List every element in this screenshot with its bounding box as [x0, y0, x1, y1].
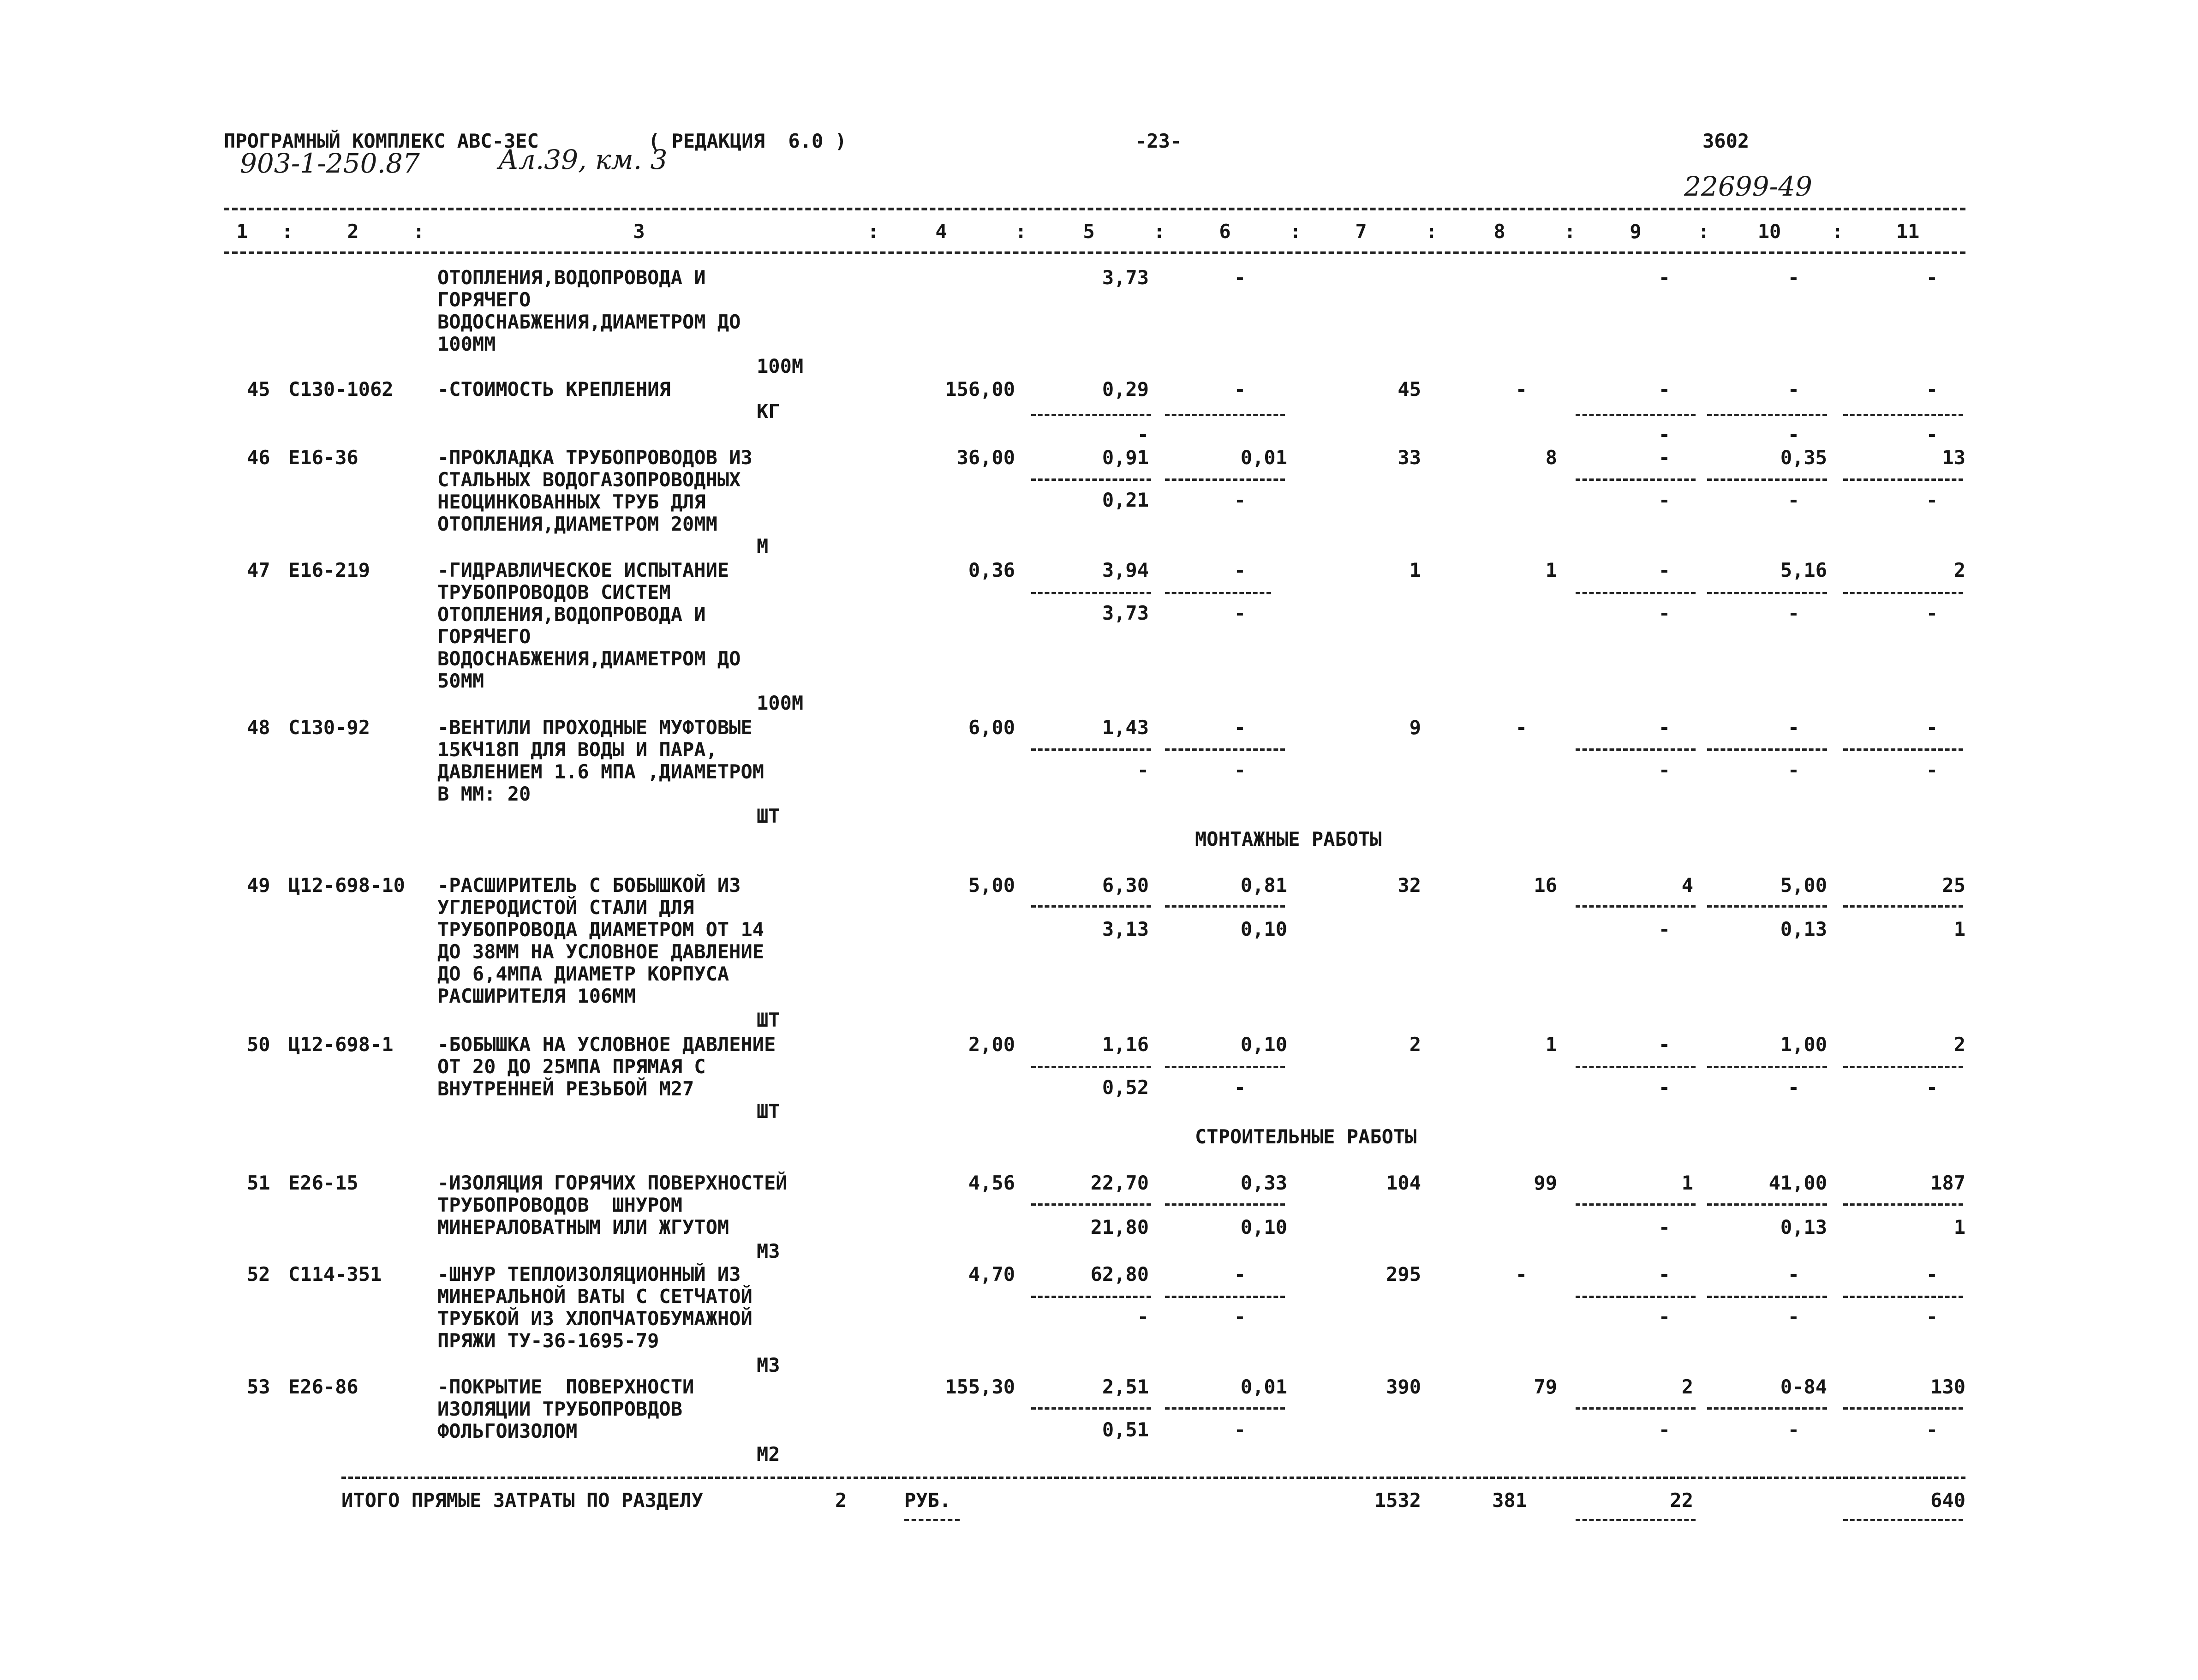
rate-code: Е26-86: [288, 1375, 358, 1398]
col-header-8: 8: [1493, 220, 1505, 243]
rate-code: Ц12-698-1: [288, 1033, 394, 1056]
cell-col8: 8: [1545, 446, 1557, 469]
cell-col5-lower: 0,21: [1102, 489, 1149, 511]
edition-label: ( РЕДАКЦИЯ 6.0 ): [648, 130, 847, 152]
split-rule: [1843, 1203, 1963, 1206]
row-number: 53: [247, 1375, 270, 1398]
col-header-3: 3: [633, 220, 645, 243]
item-description: ОТОПЛЕНИЯ,ВОДОПРОВОДА И ГОРЯЧЕГО ВОДОСНАБЖЕНИЯ,ДИАМЕТРОМ ДО 100ММ: [437, 266, 741, 355]
cell-col11: -: [1926, 716, 1938, 739]
cell-col5-lower: -: [1137, 759, 1149, 781]
col-header-1: 1: [236, 220, 248, 243]
split-rule: [1165, 1203, 1285, 1206]
cell-col9-lower: -: [1658, 602, 1670, 624]
cell-col10: 1,00: [1780, 1033, 1827, 1056]
totals-col8: 381: [1492, 1489, 1527, 1512]
col-header-6: 6: [1219, 220, 1231, 243]
cell-col4: 36,00: [956, 446, 1015, 469]
split-rule: [1576, 1203, 1696, 1206]
totals-top-rule: [341, 1477, 1965, 1479]
item-unit: КГ: [757, 400, 780, 423]
split-rule: [1843, 905, 1963, 908]
split-rule: [1576, 905, 1696, 908]
cell-col5: 1,16: [1102, 1033, 1149, 1056]
cell-col10-lower: 0,13: [1780, 918, 1827, 940]
cell-col10: 0-84: [1780, 1375, 1827, 1398]
cell-col10-lower: -: [1787, 489, 1799, 511]
item-description: -СТОИМОСТЬ КРЕПЛЕНИЯ: [437, 378, 671, 401]
cell-col9: 2: [1681, 1375, 1693, 1398]
cell-col5: 3,73: [1102, 266, 1149, 289]
split-rule: [1707, 592, 1827, 594]
cell-col5: 62,80: [1090, 1263, 1149, 1285]
cell-col9-lower: -: [1658, 1216, 1670, 1238]
split-rule: [1707, 1407, 1827, 1410]
cell-col6-lower: -: [1234, 759, 1246, 781]
cell-col11: 13: [1942, 446, 1965, 469]
split-rule: [1576, 1407, 1696, 1410]
cell-col7: 2: [1409, 1033, 1421, 1056]
cell-col5-lower: -: [1137, 1305, 1149, 1328]
split-rule: [1031, 748, 1151, 751]
cell-col10-lower: -: [1787, 759, 1799, 781]
col-header-9: 9: [1630, 220, 1642, 243]
cell-col11: -: [1926, 266, 1938, 289]
split-rule: [1031, 1066, 1151, 1068]
item-unit: 100М: [757, 355, 804, 377]
cell-col10-lower: -: [1787, 1076, 1799, 1099]
cell-col7: 390: [1386, 1375, 1421, 1398]
cell-col6-lower: -: [1234, 489, 1246, 511]
split-rule: [1843, 1066, 1963, 1068]
item-unit: М: [757, 535, 769, 557]
split-rule: [1576, 592, 1696, 594]
split-rule: [1843, 414, 1963, 416]
cell-col7: 33: [1398, 446, 1421, 469]
cell-col7: 104: [1386, 1172, 1421, 1194]
cell-col11: -: [1926, 378, 1938, 401]
cell-col7: 32: [1398, 874, 1421, 897]
split-rule: [1576, 1066, 1696, 1068]
col-header-5: 5: [1083, 220, 1095, 243]
cell-col10: -: [1787, 266, 1799, 289]
split-rule: [1165, 478, 1285, 481]
totals-label: ИТОГО ПРЯМЫЕ ЗАТРАТЫ ПО РАЗДЕЛУ: [341, 1489, 703, 1512]
totals-col11: 640: [1930, 1489, 1965, 1512]
col-header-11: 11: [1896, 220, 1920, 243]
cell-col4: 156,00: [945, 378, 1015, 401]
handwritten-sheet-ref: Ал.39, км. 3: [498, 144, 668, 175]
cell-col6: -: [1234, 716, 1246, 739]
cell-col4: 6,00: [968, 716, 1015, 739]
split-rule: [1031, 1296, 1151, 1298]
rate-code: Ц12-698-10: [288, 874, 405, 897]
col-separator: :: [867, 220, 879, 243]
program-title: ПРОГРАМНЫЙ КОМПЛЕКС АВС-ЗЕС: [224, 130, 539, 152]
split-rule: [1165, 905, 1285, 908]
col-separator: :: [1832, 220, 1844, 243]
cell-col9: 1: [1681, 1172, 1693, 1194]
cell-col10: 5,00: [1780, 874, 1827, 897]
cell-col9-lower: -: [1658, 423, 1670, 446]
cell-col10: -: [1787, 1263, 1799, 1285]
cell-col10: -: [1787, 378, 1799, 401]
cell-col9-lower: -: [1658, 1418, 1670, 1441]
cell-col10: 5,16: [1780, 559, 1827, 581]
item-description: -ВЕНТИЛИ ПРОХОДНЫЕ МУФТОВЫЕ 15КЧ18П ДЛЯ ВОДЫ И ПАРА, ДАВЛЕНИЕМ 1.6 МПА ,ДИАМЕТРОМ В ММ: 20: [437, 716, 765, 805]
cell-col11-lower: -: [1926, 1305, 1938, 1328]
col-separator: :: [1564, 220, 1576, 243]
cell-col8: 1: [1545, 559, 1557, 581]
split-rule: [1707, 1296, 1827, 1298]
cell-col9-lower: -: [1658, 1076, 1670, 1099]
cell-col6-lower: -: [1234, 1305, 1246, 1328]
cell-col4: 4,70: [968, 1263, 1015, 1285]
split-rule: [1707, 748, 1827, 751]
cell-col5-lower: -: [1137, 423, 1149, 446]
currency-underline: [904, 1519, 960, 1521]
item-description: -ИЗОЛЯЦИЯ ГОРЯЧИХ ПОВЕРХНОСТЕЙ ТРУБОПРОВОДОВ ШНУРОМ МИНЕРАЛОВАТНЫМ ИЛИ ЖГУТОМ: [437, 1172, 788, 1238]
cell-col5: 0,91: [1102, 446, 1149, 469]
cell-col5: 3,94: [1102, 559, 1149, 581]
split-rule: [1843, 1296, 1963, 1298]
cell-col9: -: [1658, 716, 1670, 739]
cell-col11-lower: -: [1926, 759, 1938, 781]
header-top-rule: [224, 208, 1965, 210]
item-unit: М3: [757, 1240, 780, 1262]
cell-col9: -: [1658, 266, 1670, 289]
split-rule: [1165, 1296, 1285, 1298]
rate-code: С130-1062: [288, 378, 394, 401]
split-rule: [1031, 1407, 1151, 1410]
cell-col10-lower: 0,13: [1780, 1216, 1827, 1238]
cell-col7: 1: [1409, 559, 1421, 581]
cell-col8: 1: [1545, 1033, 1557, 1056]
split-rule: [1031, 478, 1151, 481]
cell-col6: -: [1234, 559, 1246, 581]
split-rule: [1031, 905, 1151, 908]
split-rule: [1707, 905, 1827, 908]
cell-col10-lower: -: [1787, 602, 1799, 624]
totals-col7: 1532: [1374, 1489, 1421, 1512]
row-number: 46: [247, 446, 270, 469]
cell-col8: -: [1515, 716, 1527, 739]
cell-col7: 45: [1398, 378, 1421, 401]
split-rule: [1576, 478, 1696, 481]
split-rule: [1707, 478, 1827, 481]
cell-col11-lower: -: [1926, 1076, 1938, 1099]
cell-col6: -: [1234, 378, 1246, 401]
item-description: -РАСШИРИТЕЛЬ С БОБЫШКОЙ ИЗ УГЛЕРОДИСТОЙ СТАЛИ ДЛЯ ТРУБОПРОВОДА ДИАМЕТРОМ ОТ 14 ДО 38ММ НА УСЛОВНОЕ ДАВЛЕНИЕ ДО 6,4МПА ДИАМЕТР КОРПУСА РАСШИРИТЕЛЯ 106ММ: [437, 874, 765, 1007]
cell-col9: -: [1658, 378, 1670, 401]
cell-col8: 79: [1534, 1375, 1557, 1398]
rate-code: Е16-36: [288, 446, 358, 469]
cell-col10: -: [1787, 716, 1799, 739]
item-description: -ПРОКЛАДКА ТРУБОПРОВОДОВ ИЗ СТАЛЬНЫХ ВОДОГАЗОПРОВОДНЫХ НЕОЦИНКОВАННЫХ ТРУБ ДЛЯ ОТОПЛЕНИЯ,ДИАМЕТРОМ 20ММ: [437, 446, 753, 535]
cell-col5: 1,43: [1102, 716, 1149, 739]
rate-code: С130-92: [288, 716, 370, 739]
cell-col7: 295: [1386, 1263, 1421, 1285]
split-rule: [1576, 748, 1696, 751]
col-separator: :: [1153, 220, 1165, 243]
cell-col6-lower: -: [1234, 1076, 1246, 1099]
item-unit: ШТ: [757, 1009, 780, 1031]
cell-col6-lower: 0,10: [1240, 918, 1287, 940]
col-header-10: 10: [1757, 220, 1781, 243]
split-rule: [1576, 1296, 1696, 1298]
split-rule: [1165, 592, 1271, 594]
cell-col5: 6,30: [1102, 874, 1149, 897]
cell-col5-lower: 3,13: [1102, 918, 1149, 940]
section-heading: СТРОИТЕЛЬНЫЕ РАБОТЫ: [1195, 1125, 1417, 1148]
handwritten-project-code: 903-1-250.87: [240, 148, 420, 179]
cell-col11: -: [1926, 1263, 1938, 1285]
split-rule: [1843, 1519, 1963, 1521]
totals-currency: РУБ.: [904, 1489, 951, 1512]
cell-col6-lower: -: [1234, 602, 1246, 624]
split-rule: [1707, 1066, 1827, 1068]
row-number: 50: [247, 1033, 270, 1056]
totals-col9: 22: [1670, 1489, 1693, 1512]
cell-col9: -: [1658, 1263, 1670, 1285]
col-header-2: 2: [347, 220, 359, 243]
item-unit: М2: [757, 1443, 780, 1465]
cell-col11: 187: [1930, 1172, 1965, 1194]
cell-col4: 0,36: [968, 559, 1015, 581]
cell-col9-lower: -: [1658, 1305, 1670, 1328]
split-rule: [1165, 414, 1285, 416]
col-header-7: 7: [1355, 220, 1367, 243]
col-separator: :: [413, 220, 425, 243]
cell-col5: 0,29: [1102, 378, 1149, 401]
item-unit: М3: [757, 1354, 780, 1376]
header-bottom-rule: [224, 251, 1965, 254]
cell-col6: 0,01: [1240, 1375, 1287, 1398]
cell-col11: 2: [1953, 1033, 1965, 1056]
col-separators: :: [281, 220, 293, 243]
document-number: 3602: [1702, 130, 1750, 152]
col-separator: :: [1015, 220, 1027, 243]
cell-col5: 2,51: [1102, 1375, 1149, 1398]
split-rule: [1165, 748, 1285, 751]
cell-col9: -: [1658, 446, 1670, 469]
split-rule: [1031, 592, 1151, 594]
cell-col5: 22,70: [1090, 1172, 1149, 1194]
cell-col9: 4: [1681, 874, 1693, 897]
cell-col9-lower: -: [1658, 759, 1670, 781]
split-rule: [1031, 1203, 1151, 1206]
split-rule: [1165, 1066, 1285, 1068]
cell-col10-lower: -: [1787, 1305, 1799, 1328]
cell-col6: -: [1234, 266, 1246, 289]
item-unit: ШТ: [757, 1100, 780, 1123]
cell-col10: 41,00: [1768, 1172, 1827, 1194]
item-unit: ШТ: [757, 805, 780, 827]
col-header-4: 4: [935, 220, 947, 243]
cell-col6: 0,81: [1240, 874, 1287, 897]
cell-col11: 25: [1942, 874, 1965, 897]
cell-col5-lower: 3,73: [1102, 602, 1149, 624]
item-description: -ШНУР ТЕПЛОИЗОЛЯЦИОННЫЙ ИЗ МИНЕРАЛЬНОЙ ВАТЫ С СЕТЧАТОЙ ТРУБКОЙ ИЗ ХЛОПЧАТОБУМАЖНОЙ ПРЯЖИ ТУ-36-1695-79: [437, 1263, 753, 1352]
cell-col8: -: [1515, 378, 1527, 401]
item-unit: 100М: [757, 692, 804, 714]
cell-col6-lower: 0,10: [1240, 1216, 1287, 1238]
cell-col9: -: [1658, 559, 1670, 581]
split-rule: [1843, 748, 1963, 751]
rate-code: С114-351: [288, 1263, 382, 1285]
split-rule: [1707, 1203, 1827, 1206]
split-rule: [1843, 592, 1963, 594]
split-rule: [1165, 1407, 1285, 1410]
section-heading: МОНТАЖНЫЕ РАБОТЫ: [1195, 828, 1382, 850]
cell-col9-lower: -: [1658, 489, 1670, 511]
row-number: 52: [247, 1263, 270, 1285]
cell-col4: 4,56: [968, 1172, 1015, 1194]
row-number: 49: [247, 874, 270, 897]
cell-col10-lower: -: [1787, 1418, 1799, 1441]
row-number: 48: [247, 716, 270, 739]
row-number: 51: [247, 1172, 270, 1194]
cell-col11: 130: [1930, 1375, 1965, 1398]
split-rule: [1576, 1519, 1696, 1521]
cell-col4: 5,00: [968, 874, 1015, 897]
rate-code: Е16-219: [288, 559, 370, 581]
cell-col8: 16: [1534, 874, 1557, 897]
split-rule: [1031, 414, 1151, 416]
row-number: 47: [247, 559, 270, 581]
cell-col6: 0,10: [1240, 1033, 1287, 1056]
cell-col10-lower: -: [1787, 423, 1799, 446]
cell-col11-lower: 1: [1953, 1216, 1965, 1238]
cell-col4: 2,00: [968, 1033, 1015, 1056]
item-description: -ПОКРЫТИЕ ПОВЕРХНОСТИ ИЗОЛЯЦИИ ТРУБОПРОВДОВ ФОЛЬГОИЗОЛОМ: [437, 1375, 694, 1442]
cell-col5-lower: 0,51: [1102, 1418, 1149, 1441]
cell-col11-lower: -: [1926, 489, 1938, 511]
cell-col11-lower: -: [1926, 423, 1938, 446]
cell-col9-lower: -: [1658, 918, 1670, 940]
cell-col10: 0,35: [1780, 446, 1827, 469]
cell-col6: 0,01: [1240, 446, 1287, 469]
col-separator: :: [1698, 220, 1710, 243]
handwritten-inventory-number: 22699-49: [1684, 171, 1812, 202]
cell-col11: 2: [1953, 559, 1965, 581]
cell-col8: 99: [1534, 1172, 1557, 1194]
cell-col5-lower: 0,52: [1102, 1076, 1149, 1099]
split-rule: [1576, 414, 1696, 416]
split-rule: [1707, 414, 1827, 416]
totals-section-number: 2: [835, 1489, 847, 1512]
cell-col7: 9: [1409, 716, 1421, 739]
cell-col5-lower: 21,80: [1090, 1216, 1149, 1238]
page-number: -23-: [1135, 130, 1182, 152]
cell-col6: -: [1234, 1263, 1246, 1285]
item-description: -БОБЫШКА НА УСЛОВНОЕ ДАВЛЕНИЕ ОТ 20 ДО 25МПА ПРЯМАЯ С ВНУТРЕННЕЙ РЕЗЬБОЙ М27: [437, 1033, 776, 1100]
col-separator: :: [1426, 220, 1438, 243]
cell-col6: 0,33: [1240, 1172, 1287, 1194]
split-rule: [1843, 1407, 1963, 1410]
cell-col11-lower: -: [1926, 1418, 1938, 1441]
cell-col4: 155,30: [945, 1375, 1015, 1398]
cell-col9: -: [1658, 1033, 1670, 1056]
item-description: -ГИДРАВЛИЧЕСКОЕ ИСПЫТАНИЕ ТРУБОПРОВОДОВ СИСТЕМ ОТОПЛЕНИЯ,ВОДОПРОВОДА И ГОРЯЧЕГО ВОДОСНАБЖЕНИЯ,ДИАМЕТРОМ ДО 50ММ: [437, 559, 741, 692]
cell-col8: -: [1515, 1263, 1527, 1285]
cell-col11-lower: -: [1926, 602, 1938, 624]
col-separator: :: [1290, 220, 1302, 243]
cell-col11-lower: 1: [1953, 918, 1965, 940]
split-rule: [1843, 478, 1963, 481]
cell-col6-lower: -: [1234, 1418, 1246, 1441]
row-number: 45: [247, 378, 270, 401]
rate-code: Е26-15: [288, 1172, 358, 1194]
